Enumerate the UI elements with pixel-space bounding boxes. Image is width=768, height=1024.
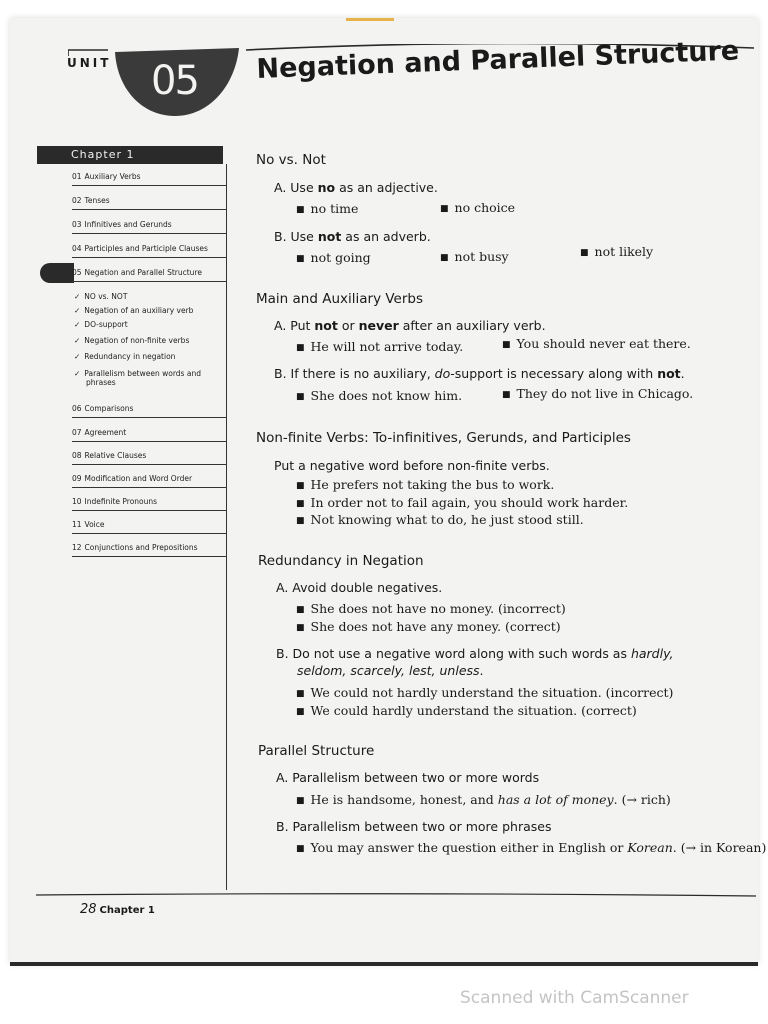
section-heading-no-vs-not: No vs. Not (256, 152, 326, 168)
example: ■ not busy (440, 249, 509, 264)
example: ■ She does not have no money. (incorrect) (296, 601, 566, 616)
rule-a: A. Avoid double negatives. (276, 580, 443, 595)
toc-item[interactable]: 11 Voice (72, 520, 226, 534)
unit-label: UNIT (67, 56, 112, 70)
example: ■ They do not live in Chicago. (502, 386, 694, 401)
rule-a: A. Put not or never after an auxiliary verb. (274, 318, 546, 333)
toc-subitem[interactable]: ✓ DO-support (74, 320, 128, 329)
page-top-mark (346, 18, 394, 21)
rule-a: A. Use no as an adjective. (274, 180, 438, 195)
footer-chapter: Chapter 1 (99, 905, 155, 916)
toc-item[interactable]: 09 Modification and Word Order (72, 474, 226, 488)
toc-item[interactable]: 01 Auxiliary Verbs (72, 172, 226, 186)
toc-subitem[interactable]: ✓ Negation of an auxiliary verb (74, 306, 194, 315)
example: ■ He is handsome, honest, and has a lot of money. (→ rich) (296, 792, 671, 807)
example: ■ She does not know him. (296, 388, 463, 403)
page-footer (80, 902, 155, 917)
section-heading-parallel: Parallel Structure (258, 743, 375, 759)
example: ■ not likely (580, 244, 654, 259)
rule-b: B. If there is no auxiliary, do-support is necessary along with not. (274, 366, 685, 381)
toc-item[interactable]: 02 Tenses (72, 196, 226, 210)
example: ■ no choice (440, 200, 516, 215)
toc-subitem[interactable]: ✓ Redundancy in negation (74, 352, 176, 361)
example: ■ not going (296, 250, 371, 265)
example: ■ She does not have any money. (correct) (296, 619, 561, 634)
unit-number: 05 (151, 58, 198, 104)
page-number: 28 (80, 902, 97, 917)
section-heading-redundancy: Redundancy in Negation (258, 553, 424, 569)
example: ■ no time (296, 201, 359, 216)
sidebar-chapter-header: Chapter 1 (37, 146, 223, 164)
toc-subitem[interactable]: ✓ NO vs. NOT (74, 292, 128, 301)
example: ■ In order not to fail again, you should work harder. (296, 495, 629, 510)
toc-item[interactable]: 06 Comparisons (72, 404, 226, 418)
active-chapter-tab (40, 263, 74, 283)
toc-item[interactable]: 07 Agreement (72, 428, 226, 442)
example: ■ You may answer the question either in English or Korean. (→ in Korean) (296, 840, 767, 855)
example: ■ You should never eat there. (502, 336, 691, 351)
scanner-watermark: Scanned with CamScanner (460, 988, 689, 1008)
toc-item[interactable]: 10 Indefinite Pronouns (72, 497, 226, 511)
section-heading-aux-verbs: Main and Auxiliary Verbs (256, 291, 423, 307)
example: ■ He will not arrive today. (296, 339, 464, 354)
rule-b: B. Parallelism between two or more phrases (276, 819, 552, 834)
toc-item[interactable]: 12 Conjunctions and Prepositions (72, 543, 226, 557)
rule-intro: Put a negative word before non-finite verbs. (274, 458, 550, 473)
page-title: Negation and Parallel Structure (256, 35, 740, 85)
rule-b-line2: seldom, scarcely, lest, unless. (297, 663, 484, 678)
page-bottom-edge (10, 962, 758, 966)
footer-rule (36, 890, 756, 900)
toc-subitem-continued[interactable]: phrases (86, 378, 116, 387)
example: ■ We could not hardly understand the situation. (incorrect) (296, 685, 674, 700)
rule-b: B. Use not as an adverb. (274, 229, 431, 244)
toc-subitem[interactable]: ✓ Negation of non-finite verbs (74, 336, 190, 345)
example: ■ We could hardly understand the situation. (correct) (296, 703, 637, 718)
section-heading-non-finite: Non-finite Verbs: To-infinitives, Gerunds, and Participles (256, 430, 631, 446)
example: ■ He prefers not taking the bus to work. (296, 477, 555, 492)
toc-item[interactable]: 03 Infinitives and Gerunds (72, 220, 226, 234)
rule-a: A. Parallelism between two or more words (276, 770, 540, 785)
toc-item[interactable]: 08 Relative Clauses (72, 451, 226, 465)
rule-b-line1: B. Do not use a negative word along with such words as hardly, (276, 646, 674, 661)
example: ■ Not knowing what to do, he just stood still. (296, 512, 584, 527)
sidebar-divider (226, 164, 227, 890)
toc-subitem[interactable]: ✓ Parallelism between words and (74, 369, 201, 378)
toc-item[interactable]: 04 Participles and Participle Clauses (72, 244, 226, 258)
toc-item-active[interactable]: 05 Negation and Parallel Structure (72, 268, 226, 282)
